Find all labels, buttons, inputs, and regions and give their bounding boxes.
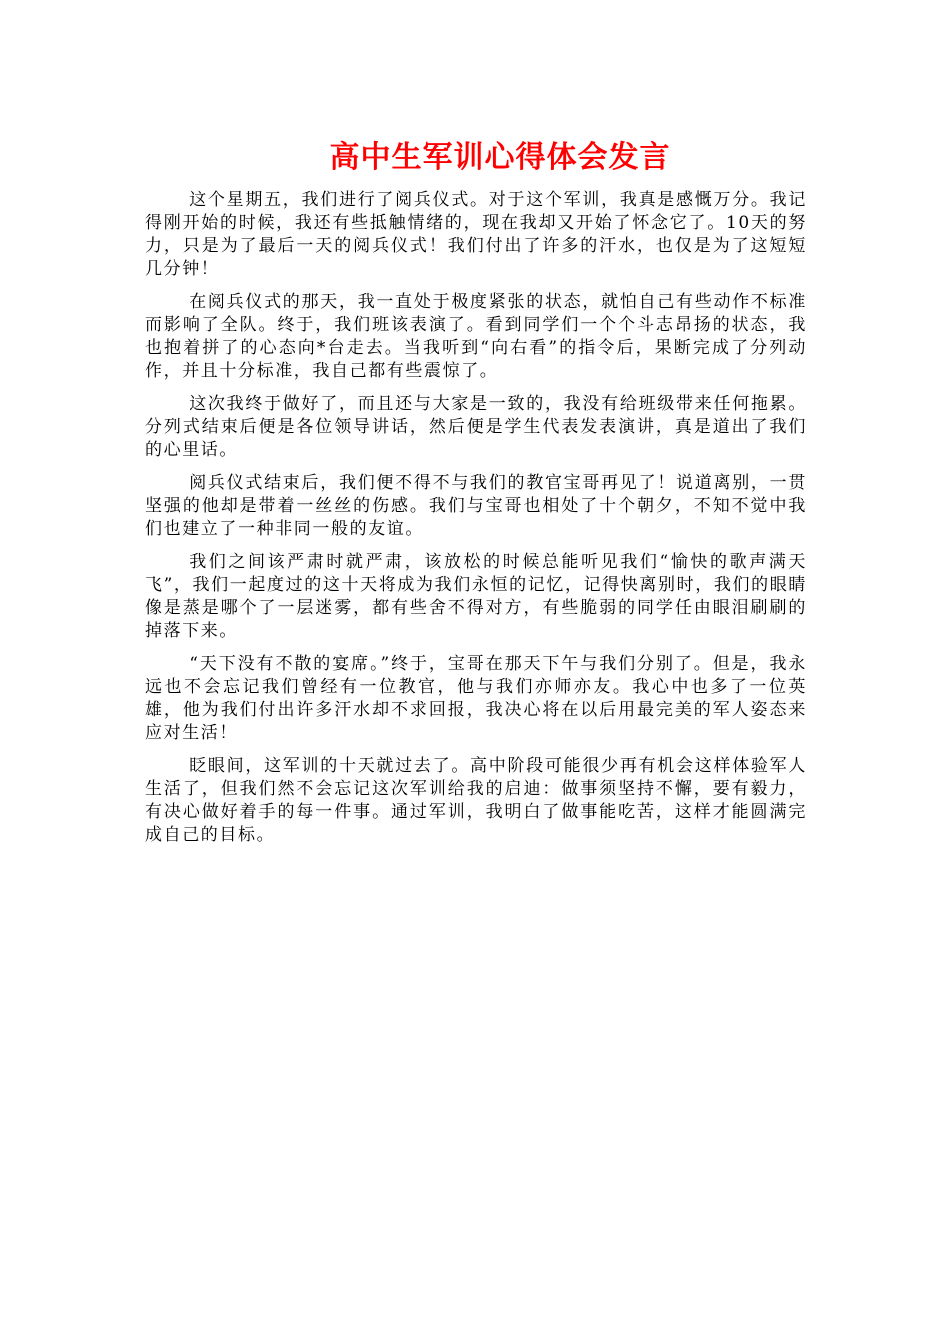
paragraph: 我们之间该严肃时就严肃，该放松的时候总能听见我们“愉快的歌声满天飞”，我们一起度过的这十天将成为我们永恒的记忆，记得快离别时，我们的眼睛像是蒸是哪个了一层迷雾，都有些舍不得对方，有些脆弱的同学任由眼泪刷刷的掉落下来。 [145,552,807,641]
paragraph: “天下没有不散的宴席。”终于，宝哥在那天下午与我们分别了。但是，我永远也不会忘记我们曾经有一位教官，他与我们亦师亦友。我心中也多了一位英雄，他为我们付出许多汗水却不求回报，我决心将在以后用最完美的军人姿态来应对生活！ [145,654,807,743]
paragraph: 这次我终于做好了，而且还与大家是一致的，我没有给班级带来任何拖累。分列式结束后便是各位领导讲话，然后便是学生代表发表演讲，真是道出了我们的心里话。 [145,394,807,460]
paragraph: 这个星期五，我们进行了阅兵仪式。对于这个军训，我真是感慨万分。我记得刚开始的时候，我还有些抵触情绪的，现在我却又开始了怀念它了。10天的努力，只是为了最后一天的阅兵仪式！我们付出了许多的汗水，也仅是为了这短短几分钟！ [145,190,807,279]
paragraph: 阅兵仪式结束后，我们便不得不与我们的教官宝哥再见了！说道离别，一贯坚强的他却是带着一丝丝的伤感。我们与宝哥也相处了十个朝夕，不知不觉中我们也建立了一种非同一般的友谊。 [145,473,807,539]
document-title: 高中生军训心得体会发言 [329,140,671,175]
paragraph: 眨眼间，这军训的十天就过去了。高中阶段可能很少再有机会这样体验军人生活了，但我们然不会忘记这次军训给我的启迪：做事须坚持不懈，要有毅力，有决心做好着手的每一件事。通过军训，我明白了做事能吃苦，这样才能圆满完成自己的目标。 [145,756,807,845]
paragraph: 在阅兵仪式的那天，我一直处于极度紧张的状态，就怕自己有些动作不标准而影响了全队。终于，我们班该表演了。看到同学们一个个斗志昂扬的状态，我也抱着拼了的心态向*台走去。当我听到“向右看”的指令后，果断完成了分列动作，并且十分标准，我自己都有些震惊了。 [145,292,807,381]
document-body [145,189,807,857]
